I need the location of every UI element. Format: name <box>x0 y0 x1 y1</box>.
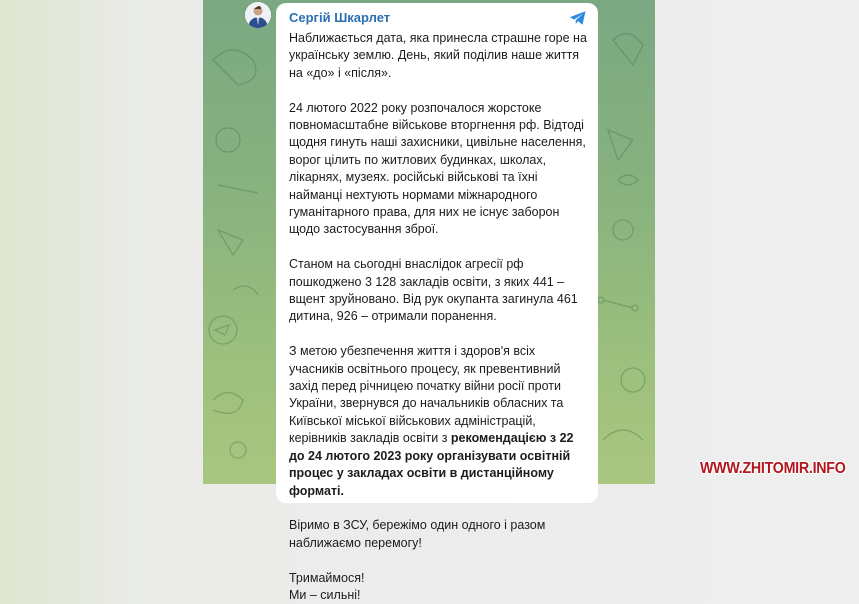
message-paragraph: Віримо в ЗСУ, бережімо один одного і разом наближаємо перемогу! <box>289 518 546 550</box>
sender-avatar[interactable] <box>245 2 271 28</box>
closing-line: Ми – сильні! <box>289 587 361 602</box>
site-watermark: WWW.ZHITOMIR.INFO <box>700 460 846 477</box>
message-paragraph: Наближається дата, яка принесла страшне горе на українську землю. День, який поділив наше життя на «до» і «після». <box>289 31 587 80</box>
closing-line: Тримаймося! <box>289 570 365 585</box>
paragraph-bold-text: рекомендацією з 22 до 24 лютого 2023 року організувати освітній процес у закладах освіти в дистанційному форматі. <box>289 431 574 498</box>
message-paragraph: 24 лютого 2022 року розпочалося жорстоке повномасштабне військове вторгнення рф. Відтоді щодня гинуть наші захисники, цивільне населення, ворог цілить по житлових будинках, школах, лікарнях, музеях. російські військові та їхні найманці нехтують нормами міжнародного гуманітарного права, для них не існує заборон щодо застосування зброї. <box>289 100 586 237</box>
telegram-icon <box>569 10 587 26</box>
message-text <box>289 30 589 604</box>
message-paragraph: Станом на сьогодні внаслідок агресії рф пошкоджено 3 128 закладів освіти, з яких 441 – вщент зруйновано. Від рук окупанта загинула 461 дитина, 926 – отримали поранення. <box>289 257 578 324</box>
message-paragraph <box>289 343 589 500</box>
sender-name[interactable]: Сергій Шкарлет <box>289 10 391 25</box>
person-icon <box>245 2 271 28</box>
paragraph-regular-text: З метою убезпечення життя і здоров'я всіх учасників освітнього процесу, як превентивний захід перед річницею початку війни росії проти України, звернувся до начальників обласних та Київської міської військових адміністрацій, керівників закладів освіти з <box>289 344 564 446</box>
